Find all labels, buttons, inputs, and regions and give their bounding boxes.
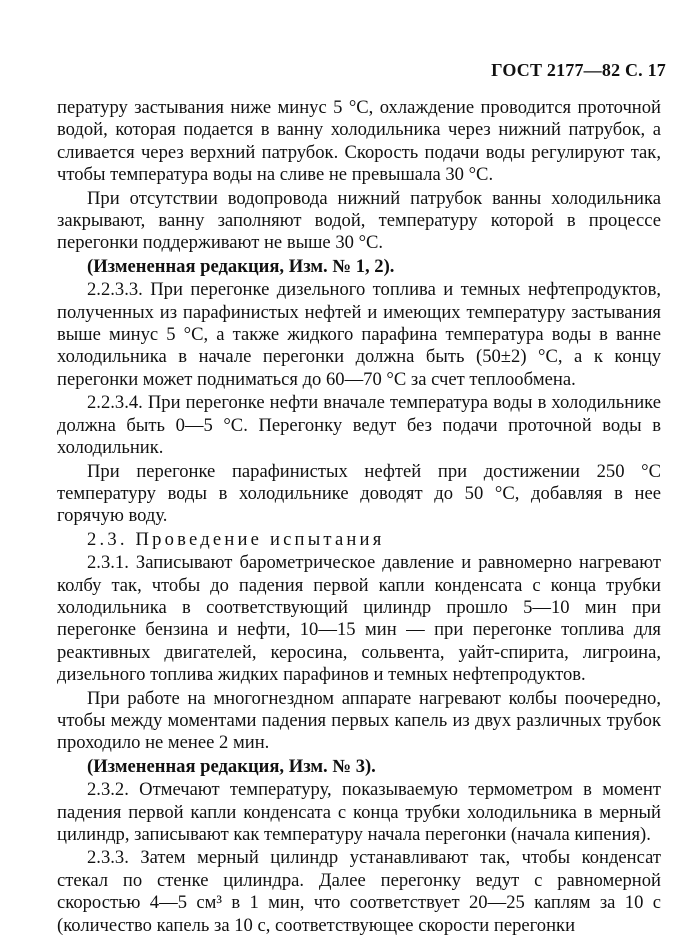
document-body — [57, 97, 661, 938]
amendment-note-3: (Измененная редакция, Изм. № 3). — [87, 755, 376, 777]
paragraph-continuation: пературу застывания ниже минус 5 °С, охлаждение проводится проточной водой, которая подается в ванну холодильника через нижний патрубок, а сливается через верхний патрубок. Скорость подачи воды регулируют так, чтобы температура воды на сливе не превышала 30 °С. — [57, 97, 661, 186]
amendment-note-1-2: (Измененная редакция, Изм. № 1, 2). — [87, 255, 395, 277]
section-heading-2-3: 2.3. Проведение испытания — [87, 528, 385, 550]
paragraph-multi-socket: При работе на многогнездном аппарате нагревают колбы поочередно, чтобы между моментами падения первых капель из двух различных трубок проходило не менее 2 мин. — [57, 687, 661, 754]
paragraph-no-water-supply: При отсутствии водопровода нижний патрубок ванны холодильника закрывают, ванну заполняют водой, температуру которой в процессе перегонки поддерживают не выше 30 °С. — [57, 187, 661, 254]
paragraph-paraffinic-oils: При перегонке парафинистых нефтей при достижении 250 °С температуру воды в холодильнике доводят до 50 °С, добавляя в нее горячую воду. — [57, 460, 661, 527]
paragraph-2-2-3-4: 2.2.3.4. При перегонке нефти вначале температура воды в холодильнике должна быть 0—5 °С. Перегонку ведут без подачи проточной воды в холодильник. — [57, 392, 661, 459]
paragraph-2-2-3-3: 2.2.3.3. При перегонке дизельного топлива и темных нефтепродуктов, полученных из парафинистых нефтей и имеющих температуру застывания выше минус 5 °С, а также жидкого парафина температура воды в ванне холодильника в начале перегонки должна быть (50±2) °С, а к концу перегонки может подниматься до 60—70 °С за счет теплообмена. — [57, 279, 661, 390]
paragraph-2-3-2: 2.3.2. Отмечают температуру, показываемую термометром в момент падения первой капли конденсата с конца трубки холодильника в мерный цилиндр, записывают как температуру начала перегонки (начала кипения). — [57, 779, 661, 845]
paragraph-2-3-1: 2.3.1. Записывают барометрическое давление и равномерно нагревают колбу так, чтобы до падения первой капли конденсата с конца трубки холодильника в соответствующий цилиндр прошло 5—10 мин при перегонке бензина и нефти, 10—15 мин — при перегонке топлива для реактивных двигателей, керосина, сольвента, уайт-спирита, лигроина, дизельного топлива жидких парафинов и темных нефтепродуктов. — [57, 552, 661, 686]
page-header: ГОСТ 2177—82 С. 17 — [491, 60, 666, 80]
paragraph-2-3-3: 2.3.3. Затем мерный цилиндр устанавливают так, чтобы конденсат стекал по стенке цилиндра. Далее перегонку ведут с равномерной скоростью 4—5 см³ в 1 мин, что соответствует 20—25 каплям за 10 с (количество капель за 10 с, соответствующее скорости перегонки — [57, 847, 661, 936]
